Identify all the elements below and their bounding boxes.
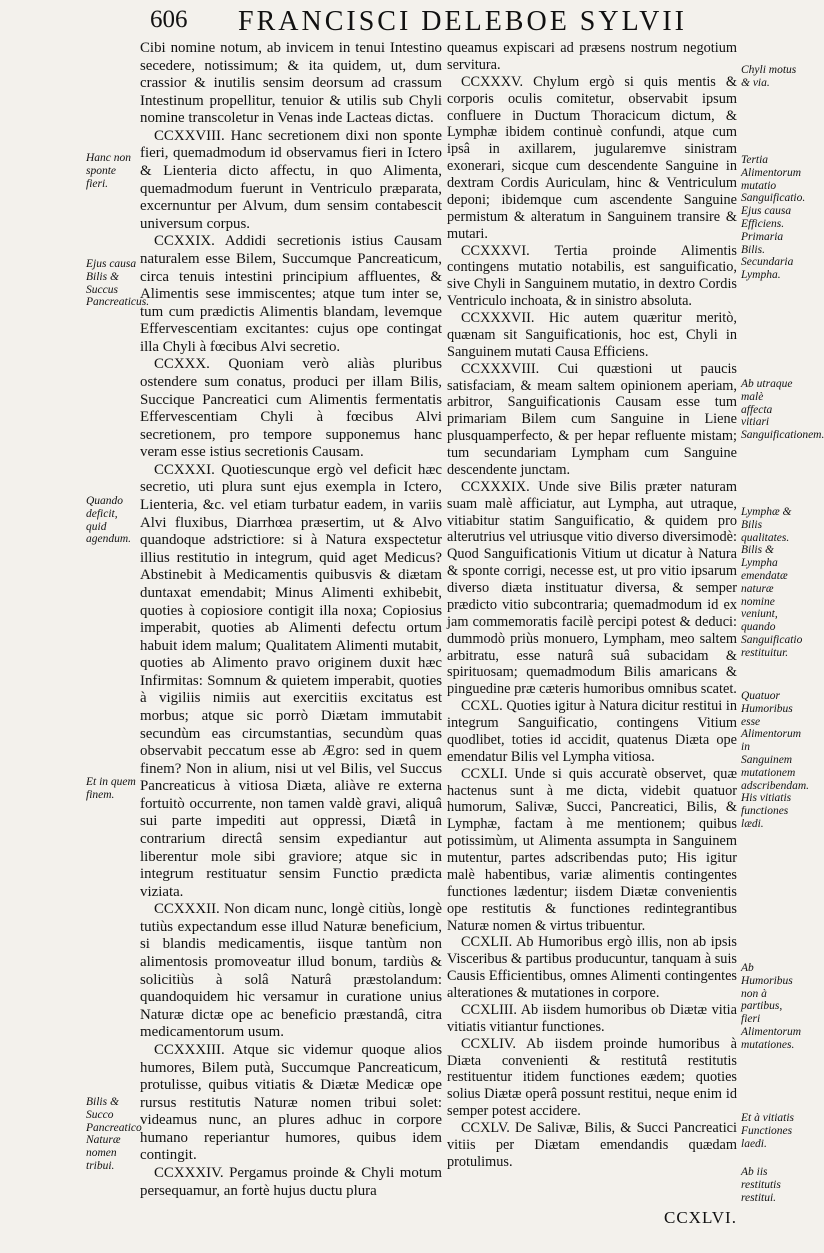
paragraph-ccxlv: CCXLV. De Salivæ, Bilis, & Succi Pancreatici vitiis per Diætam emendandis quædam protulimus. (447, 1120, 737, 1170)
paragraph-ccxxix: CCXXIX. Addidi secretionis istius Causam naturalem esse Bilem, Succumque Pancreaticum, circa tenuis intestini principium affluentes, & Alimentis sese immiscentes; atque tum inter se, tum cum prædictis Alimentis blandam, levemque Effervescentiam excitantes: cujus ope contingat illa Chyli à fœcibus Alvi secretio. (140, 233, 442, 355)
margin-note: Bilis & Succo Pancreatico Naturæ nomen tribui. (86, 1096, 142, 1172)
paragraph-ccxxxiv: CCXXXIV. Pergamus proinde & Chyli motum persequamur, an fortè hujus ductu plura (140, 1165, 442, 1199)
paragraph-ccxxxi: CCXXXI. Quotiescunque ergò vel deficit hæc secretio, uti plura sunt ejus exempla in Ictero, Lienteria, &c. vel etiam turbatur eadem, in variis Alvi fluxibus, Diarrhœa præsertim, ut & Alvo quandoque adstrictiore: si à Natura exspectetur illius restitutio in integrum, quid aget Medicus? Abstinebit à Medicamentis quibusvis & diætam duntaxat emendabit; Minus Alimenti exhibebit, quoties à copiosiore contigit illa noxa; Copiosius imperabit, quoties ab Alimenti defectu ortum habuit idem malum; Qualitatem Alimenti mutabit, quoties ab Alimento pravo originem duxit hæc Infirmitas: Somnum & quietem imperabit, quoties à vigiliis nimiis aut exercitiis excitatus est morbus; atque sic porrò Diætam immutabit secundùm eas circumstantias, secundùm quas observabit peccatum esse ab Ægro: sed in quem finem? Non in alium, nisi ut vel Bilis, vel Succus Pancreaticus à vitiosa Diæta, aliàve re externa fortuitò occurrente, non tamen valdè gravi, aliquâ sui parte impediti aut oppressi, Diætâ in contrarium directâ sensim expediantur aut liberentur mole sibi graviore; atque sic in integrum restituatur sensim Functio prædicta viziata. (140, 461, 442, 900)
paragraph-ccxliii: CCXLIII. Ab iisdem humoribus ob Diætæ vitia vitiatis vitiantur functiones. (447, 1001, 737, 1035)
margin-note: Quando deficit, quid agendum. (86, 495, 132, 546)
paragraph-ccxl: CCXL. Quoties igitur à Natura dicitur restitui in integrum Sanguificatio, contingens Vitium quodlibet, toties id accidit, quatenus Diæta ope emendatur Bilis vel Lympha vitiosa. (447, 698, 737, 765)
margin-note: Ab iis restitutis restitui. (741, 1166, 781, 1204)
margin-note: Quatuor Humoribus esse Alimentorum in Sanguinem mutationem adscribendam. His vitiatis functiones lædi. (741, 690, 810, 830)
margin-note: Hanc non sponte fieri. (86, 152, 132, 190)
page-header (0, 6, 800, 40)
paragraph-ccxxx: CCXXX. Quoniam verò aliàs pluribus ostendere sum conatus, produci per illam Bilis, Succique Pancreatici cum Alimentis fermentatis Effervescentiam Chyli à fœcibus Alvi secretionem, pro tempore supponemus hanc veram esse istius secretionis Causam. (140, 356, 442, 461)
paragraph-ccxxxii: CCXXXII. Non dicam nunc, longè citiùs, longè tutiùs expectandum esse illud Naturæ beneficium, si blandis medicamentis, iisque tantùm non alimentosis promoveatur illud bonum, tardiùs & solicitiùs à solâ Naturâ præstolandum: quandoquidem hic versamur in curatione unius Naturæ dictæ ope ac beneficio præstandâ, citra medicamentorum usum. (140, 901, 442, 1041)
paragraph-ccxli: CCXLI. Unde si quis accuratè observet, quæ hactenus sunt à me dicta, videbit quatuor humorum, Salivæ, Succi, Pancreatici, Bilis, & Lymphæ, factam à me mentionem; quibus potissimùm, ut Alimenta assumpta in Sanguinem mutentur, partes adscribendas puto; His igitur malè habentibus, variæ alimentis contingentes functiones lædentur; iisdem Diætæ convenientis ope restitutis & functiones redintegrantibus Naturæ nomen & virtus tribuentur. (447, 765, 737, 934)
paragraph-ccxxxvii: CCXXXVII. Hic autem quæritur meritò, quænam sit Sanguificationis, hoc est, Chyli in Sanguinem mutati Causa Efficiens. (447, 310, 737, 360)
margin-note: Chyli motus & via. (741, 64, 797, 89)
margin-note: Ab utraque malè affecta vitiari Sanguificationem. (741, 378, 824, 442)
paragraph-ccxxxix: CCXXXIX. Unde sive Bilis præter naturam suam malè afficiatur, aut Lympha, aut utraque, vitiabitur statim Sanguificatio, & quidem pro alterutrius vel utriusque vitio diverso diversimodè: Quod Sanguificationis Vitium ut dicatur à Natura & sponte corrigi, necesse est, ut pro vitio ipsarum diverso diæta instituatur diversa, & semper prædicto vitio subcontraria; quemadmodum id ex jam commemoratis facilè percipi potest & deduci: dummodò priùs monuero, Lympham, meo saltem arbitratu, esse naturâ suâ subacidam & spirituosam; quemadmodum Bilis amaricans & pinguedine præ cæteris humoribus omnibus scatet. (447, 478, 737, 698)
margin-note: Lymphæ & Bilis qualitates. Bilis & Lympha emendatæ naturæ nomine veniunt, quando Sanguificatio restituitur. (741, 506, 803, 659)
catchword: CCXLVI. (664, 1208, 737, 1227)
paragraph: queamus expiscari ad præsens nostrum negotium servitura. (447, 40, 737, 73)
left-text-column (140, 40, 442, 1200)
paragraph-ccxxxiii: CCXXXIII. Atque sic videmur quoque alios humores, Bilem putà, Succumque Pancreaticum, protulisse, quibus vitiatis & Diætæ Medicæ ope rursus restitutis Naturæ nomen tribui solet: videamus nunc, an plures adhuc in corpore humano reperiantur humores, quibus idem contingit. (140, 1041, 442, 1164)
margin-note: Et in quem finem. (86, 776, 136, 801)
margin-note: Tertia Alimentorum mutatio Sanguificatio. Ejus causa Efficiens. Primaria Bilis. Secundaria Lympha. (741, 154, 806, 282)
margin-note: Et à vitiatis Functiones laedi. (741, 1112, 795, 1150)
running-title: FRANCISCI DELEBOE SYLVII (238, 6, 687, 37)
paragraph: Cibi nomine notum, ab invicem in tenui Intestino secedere, notissimum; & ita quidem, ut, dum crassior & inutilis sensim deorsum ad crassum Intestinum propellitur, tenuior & utilis sub Chyli nomine transcoletur in Venas inde Lacteas dictas. (140, 40, 442, 127)
margin-note: Ab Humoribus non à partibus, fieri Alimentorum mutationes. (741, 962, 802, 1051)
paragraph-ccxliv: CCXLIV. Ab iisdem proinde humoribus à Diæta convenienti & restitutâ restitutis restituentur itidem functiones eædem; quoties solius Diætæ operâ possunt restitui, neque enim id semper potest accidere. (447, 1035, 737, 1120)
paragraph-ccxxxv: CCXXXV. Chylum ergò si quis mentis & corporis oculis comitetur, observabit ipsum confluere in Ductum Thoracicum dictum, & Lymphæ ibidem continuè confundi, atque cum ipsâ in axillarem, jugularemve sinistram exonerari, sicque cum descendente Sanguine in dextram Cordis Auriculam, hinc & Ventriculum deponi; ibidemque cum ascendente Sanguine permistum & alteratum in Sanguinem transire & mutari. (447, 73, 737, 242)
paragraph-ccxxxvi: CCXXXVI. Tertia proinde Alimentis contingens mutatio notabilis, est sanguificatio, sive Chyli in Sanguinem mutatio, in dextro Cordis Ventriculo inchoata, & in sinistro absoluta. (447, 242, 737, 310)
paragraph-ccxxxviii: CCXXXVIII. Cui quæstioni ut paucis satisfaciam, & meam saltem opinionem aperiam, arbitror, Sanguificationis Causam esse tum primariam Bilem cum Sanguine in Liene plusquamperfecto, & per hepar refluente mistam; tum secundariam Lympham cum Sanguine descendente junctam. (447, 360, 737, 478)
right-text-column (447, 40, 737, 1171)
paragraph-ccxxviii: CCXXVIII. Hanc secretionem dixi non sponte fieri, quemadmodum id observamus fieri in Ictero & Lienteria dicto affectu, in quo Alimenta, quemadmodum fuerunt in Ventriculo præparata, excernuntur per Alvum, dum sensim contabescit universum corpus. (140, 127, 442, 232)
margin-note: Ejus causa Bilis & Succus Pancreaticus. (86, 258, 150, 309)
page-number: 606 (150, 6, 188, 33)
paragraph-ccxlii: CCXLII. Ab Humoribus ergò illis, non ab ipsis Visceribus & partibus producuntur, tanquam à suis Causis Efficientibus, omnes Alimenti contingentes alterationes & mutationes in corpore. (447, 934, 737, 1001)
